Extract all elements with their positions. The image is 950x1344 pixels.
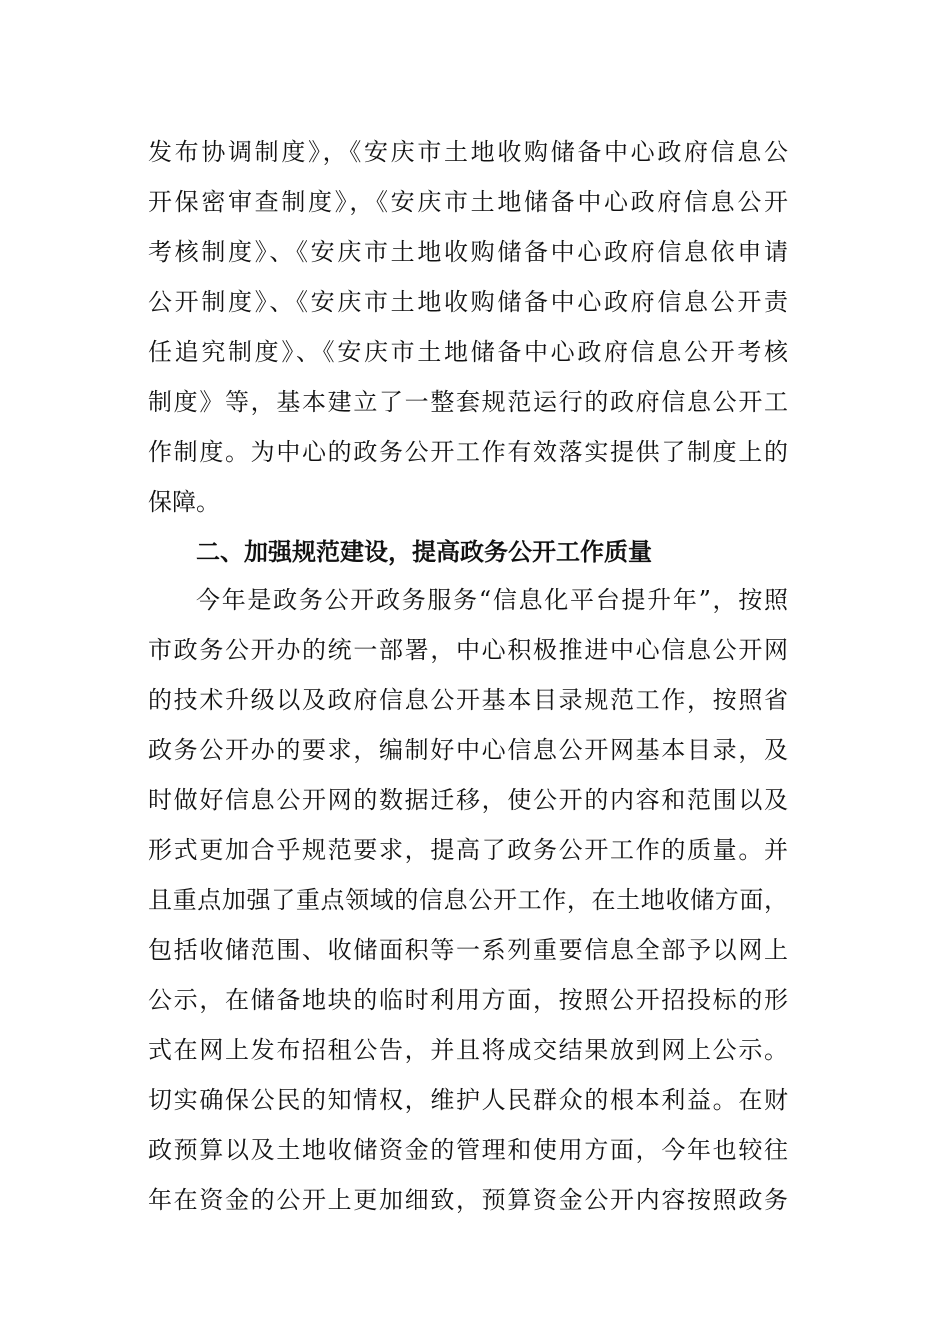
paragraph-2-line: 切实确保公民的知情权，维护人民群众的根本利益。在财 (148, 1086, 788, 1114)
paragraph-1-line: 任追究制度》、《安庆市土地储备中心政府信息公开考核 (148, 338, 788, 366)
paragraph-1-line: 作制度。为中心的政务公开工作有效落实提供了制度上的 (148, 438, 788, 466)
paragraph-2-line: 包括收储范围、收储面积等一系列重要信息全部予以网上 (148, 936, 788, 964)
paragraph-1-line: 制度》等，基本建立了一整套规范运行的政府信息公开工 (148, 388, 788, 416)
paragraph-1-line: 公开制度》、《安庆市土地收购储备中心政府信息公开责 (148, 288, 788, 316)
paragraph-1-line: 考核制度》、《安庆市土地收购储备中心政府信息依申请 (148, 238, 788, 266)
section-heading: 二、加强规范建设，提高政务公开工作质量 (196, 538, 652, 566)
paragraph-1-line: 开保密审查制度》，《安庆市土地储备中心政府信息公开 (148, 188, 788, 216)
paragraph-2-line: 公示，在储备地块的临时利用方面，按照公开招投标的形 (148, 986, 788, 1014)
paragraph-2-line: 年在资金的公开上更加细致，预算资金公开内容按照政务 (148, 1186, 788, 1214)
paragraph-1-line: 发布协调制度》，《安庆市土地收购储备中心政府信息公 (148, 138, 788, 166)
paragraph-2-line: 市政务公开办的统一部署，中心积极推进中心信息公开网 (148, 636, 788, 664)
paragraph-2-line: 政预算以及土地收储资金的管理和使用方面，今年也较往 (148, 1136, 788, 1164)
paragraph-2-line: 形式更加合乎规范要求，提高了政务公开工作的质量。并 (148, 836, 788, 864)
paragraph-2-line: 且重点加强了重点领域的信息公开工作，在土地收储方面， (148, 886, 788, 914)
paragraph-2-line: 政务公开办的要求，编制好中心信息公开网基本目录，及 (148, 736, 788, 764)
paragraph-2-line: 时做好信息公开网的数据迁移，使公开的内容和范围以及 (148, 786, 788, 814)
paragraph-2-line: 今年是政务公开政务服务“信息化平台提升年”，按照 (196, 586, 788, 614)
paragraph-1-line: 保障。 (148, 488, 220, 516)
paragraph-2-line: 式在网上发布招租公告，并且将成交结果放到网上公示。 (148, 1036, 788, 1064)
paragraph-2-line: 的技术升级以及政府信息公开基本目录规范工作，按照省 (148, 686, 788, 714)
